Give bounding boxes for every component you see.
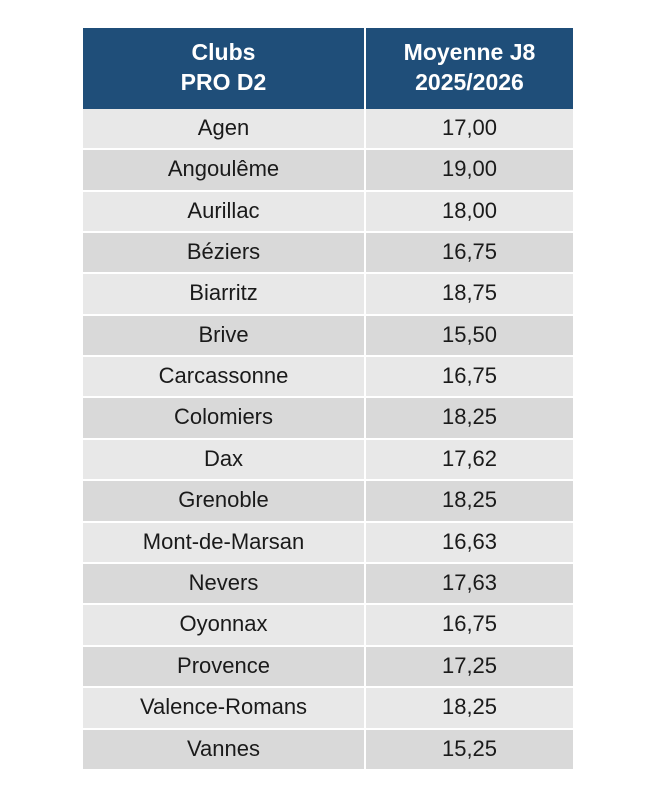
header-cell-clubs <box>83 28 365 109</box>
cell-average-value: 18,25 <box>365 480 573 521</box>
table-row <box>83 356 573 397</box>
cell-club-name: Provence <box>83 646 365 687</box>
table-header <box>83 28 573 109</box>
cell-average-value: 17,62 <box>365 439 573 480</box>
cell-average-value: 18,75 <box>365 273 573 314</box>
table-row <box>83 149 573 190</box>
cell-club-name: Valence-Romans <box>83 687 365 728</box>
header-cell-average <box>365 28 573 109</box>
header-average-line1: Moyenne J8 <box>403 39 536 65</box>
table-row <box>83 232 573 273</box>
cell-club-name: Mont-de-Marsan <box>83 522 365 563</box>
cell-average-value: 18,25 <box>365 687 573 728</box>
table-row <box>83 109 573 149</box>
cell-average-value: 17,00 <box>365 109 573 149</box>
table-row <box>83 646 573 687</box>
cell-average-value: 18,25 <box>365 397 573 438</box>
table-row <box>83 687 573 728</box>
cell-average-value: 15,50 <box>365 315 573 356</box>
cell-club-name: Dax <box>83 439 365 480</box>
cell-club-name: Colomiers <box>83 397 365 438</box>
table-row <box>83 397 573 438</box>
cell-average-value: 15,25 <box>365 729 573 769</box>
header-average-line2: 2025/2026 <box>415 69 524 96</box>
table-row <box>83 315 573 356</box>
stats-table-container <box>83 28 573 769</box>
cell-average-value: 16,75 <box>365 604 573 645</box>
cell-average-value: 17,25 <box>365 646 573 687</box>
cell-average-value: 18,00 <box>365 191 573 232</box>
cell-average-value: 16,75 <box>365 356 573 397</box>
table-row <box>83 522 573 563</box>
table-header-row <box>83 28 573 109</box>
header-clubs-line1: Clubs <box>191 39 256 65</box>
cell-club-name: Grenoble <box>83 480 365 521</box>
table-row <box>83 191 573 232</box>
cell-club-name: Carcassonne <box>83 356 365 397</box>
table-row <box>83 604 573 645</box>
cell-club-name: Vannes <box>83 729 365 769</box>
cell-club-name: Biarritz <box>83 273 365 314</box>
table-row <box>83 729 573 769</box>
header-clubs-line2: PRO D2 <box>180 69 267 96</box>
cell-club-name: Agen <box>83 109 365 149</box>
cell-club-name: Oyonnax <box>83 604 365 645</box>
cell-club-name: Nevers <box>83 563 365 604</box>
cell-average-value: 16,63 <box>365 522 573 563</box>
table-row <box>83 273 573 314</box>
table-body <box>83 109 573 769</box>
clubs-average-table <box>83 28 573 769</box>
cell-club-name: Béziers <box>83 232 365 273</box>
table-row <box>83 563 573 604</box>
table-row <box>83 480 573 521</box>
cell-average-value: 17,63 <box>365 563 573 604</box>
cell-average-value: 16,75 <box>365 232 573 273</box>
cell-club-name: Angoulême <box>83 149 365 190</box>
table-row <box>83 439 573 480</box>
cell-club-name: Aurillac <box>83 191 365 232</box>
cell-club-name: Brive <box>83 315 365 356</box>
cell-average-value: 19,00 <box>365 149 573 190</box>
